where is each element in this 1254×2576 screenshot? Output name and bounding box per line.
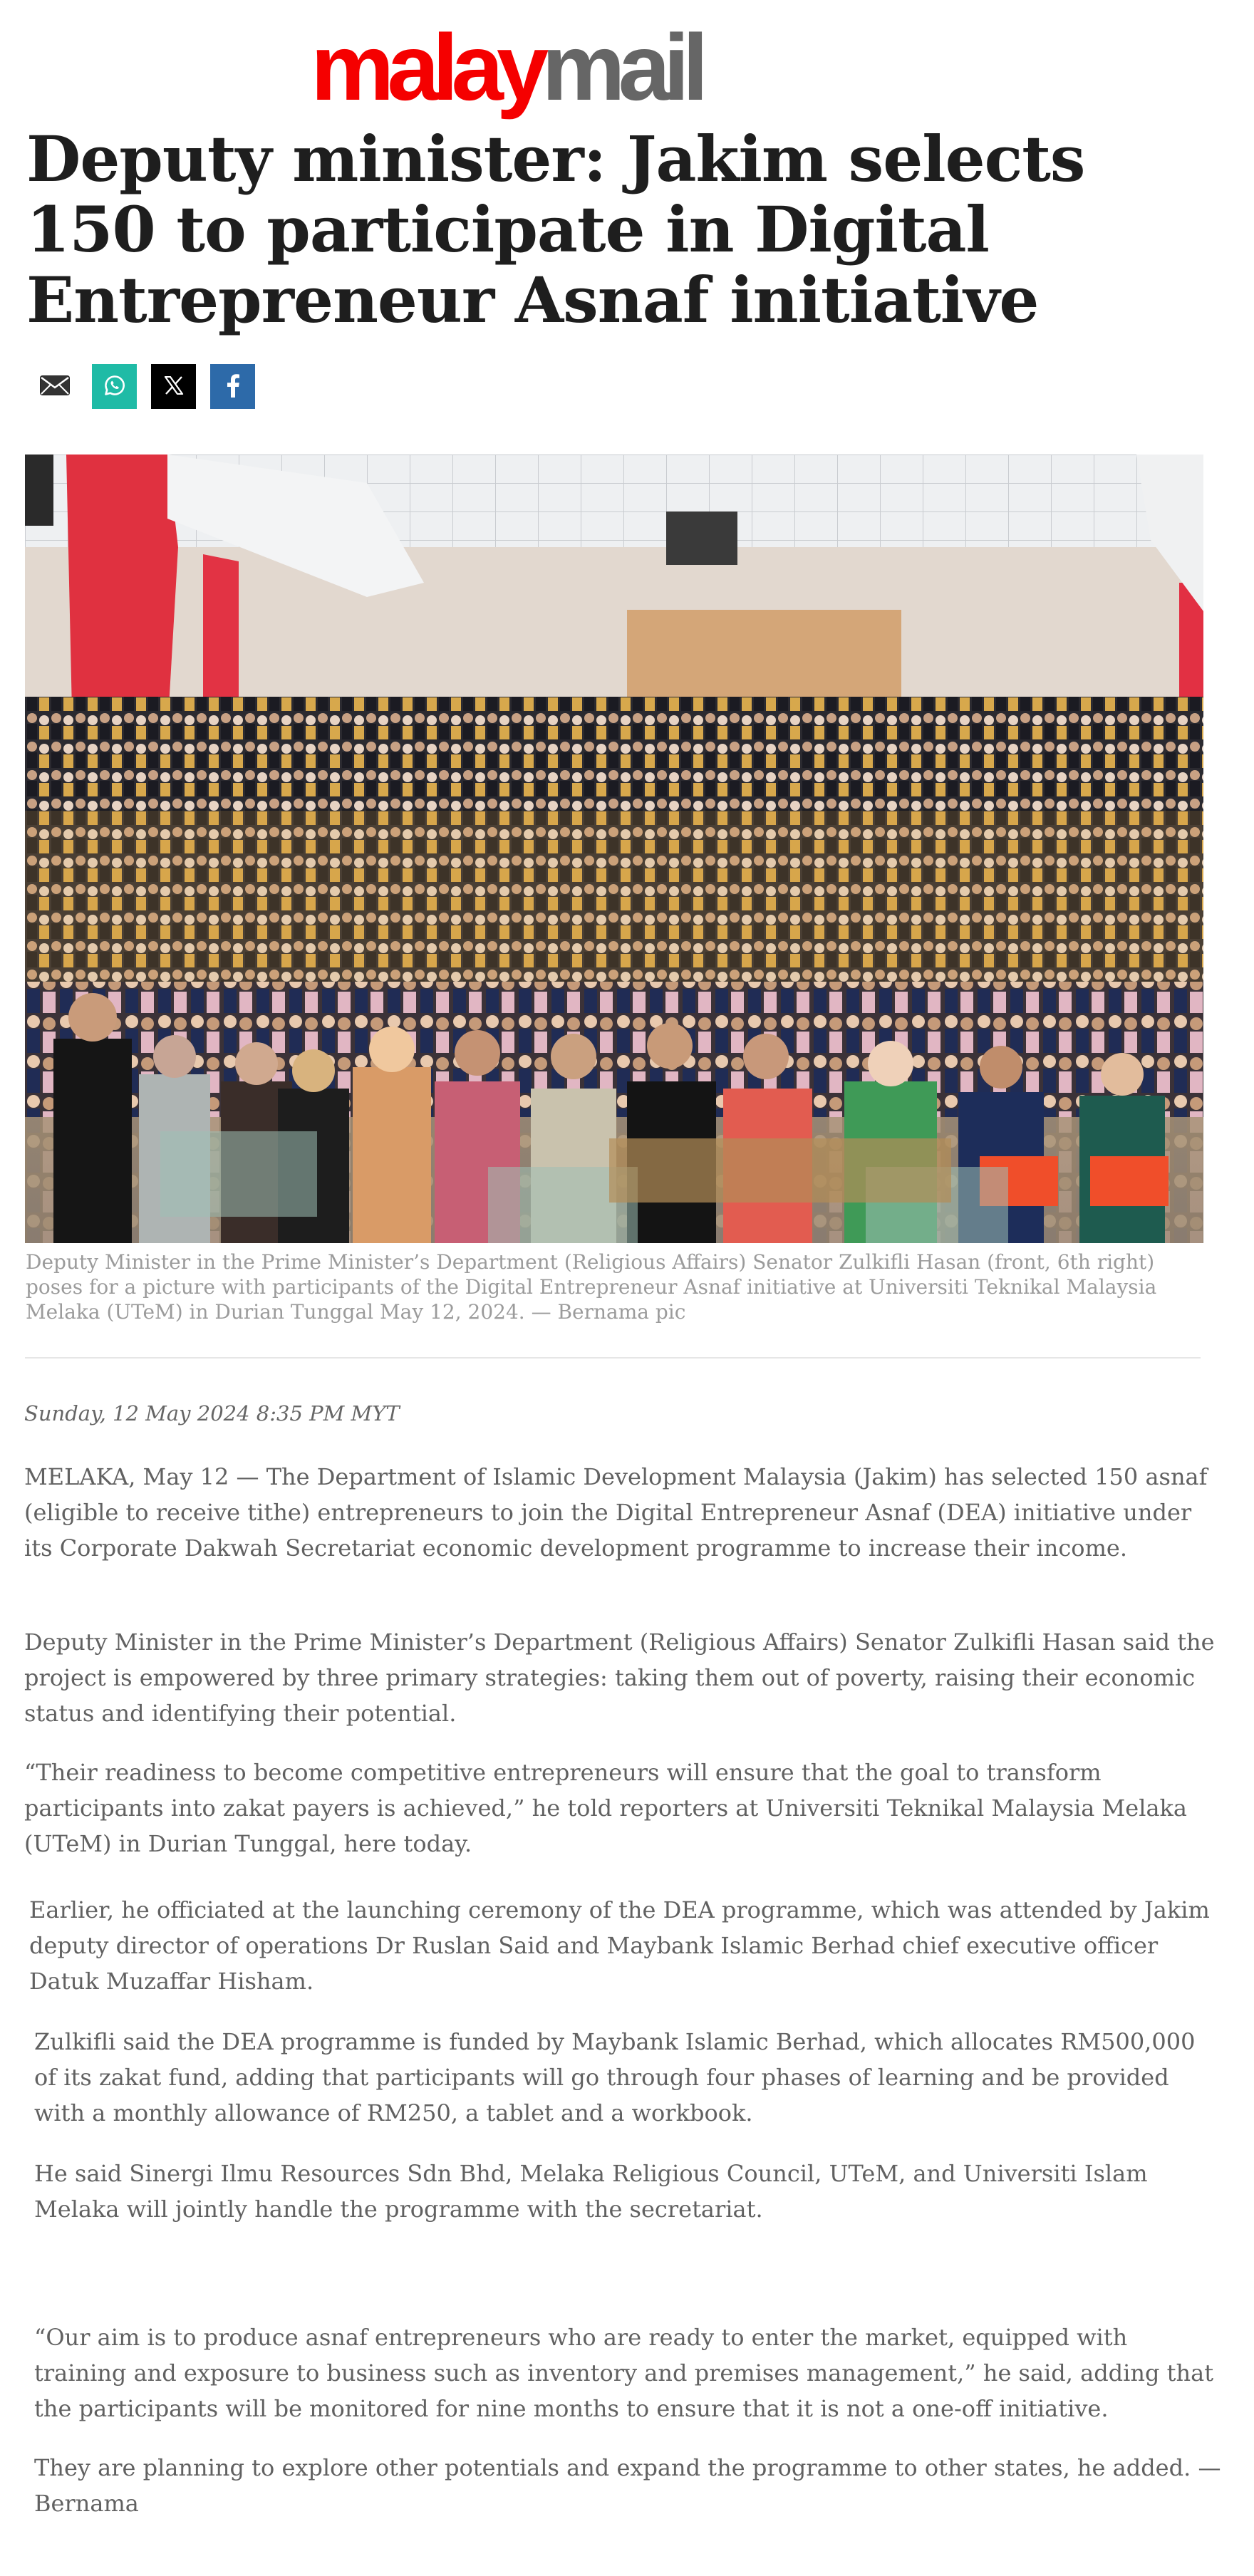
body-paragraph: Zulkifli said the DEA programme is funded by Maybank Islamic Berhad, which allocates RM500,000 of its zakat fund, adding that participants will go through four phases of learning and be provided with a monthly allowance of RM250, a tablet and a workbook. — [34, 2028, 1196, 2126]
share-x-button[interactable] — [151, 364, 196, 409]
body-paragraph: “Their readiness to become competitive entrepreneurs will ensure that the goal to transform participants into zakat payers is achieved,” he told reporters at Universiti Teknikal Malaysia Melaka (UTeM) in Durian Tunggal, here today. — [24, 1759, 1187, 1857]
share-bar — [28, 364, 269, 409]
caption-divider — [25, 1357, 1201, 1359]
body-paragraph: “Our aim is to produce asnaf entrepreneurs who are ready to enter the market, equipped with training and exposure to business such as inventory and premises management,” he said, adding that the participants will be monitored for nine months to ensure that it is not a one-off initiative. — [34, 2324, 1214, 2422]
logo-text-mail: mail — [542, 15, 702, 120]
body-paragraph: He said Sinergi Ilmu Resources Sdn Bhd, Melaka Religious Council, UTeM, and Universiti Islam Melaka will jointly handle the programme with the secretariat. — [34, 2160, 1148, 2223]
body-paragraph: MELAKA, May 12 — The Department of Islamic Development Malaysia (Jakim) has selected 150 asnaf (eligible to receive tithe) entrepreneurs to join the Digital Entrepreneur Asnaf (DEA) initiative under its Corporate Dakwah Secretariat economic development programme to increase their income. — [24, 1463, 1208, 1562]
x-icon — [164, 376, 184, 398]
article-photo — [25, 455, 1203, 1243]
share-email-button[interactable] — [28, 364, 81, 409]
share-facebook-button[interactable] — [210, 364, 255, 409]
body-paragraph: They are planning to explore other potentials and expand the programme to other states, he added. — Bernama — [34, 2454, 1221, 2517]
whatsapp-icon — [103, 373, 127, 400]
malaymail-logo[interactable] — [311, 15, 702, 120]
logo-text-malay: malay — [311, 15, 542, 120]
facebook-icon — [226, 373, 240, 400]
body-paragraph: Earlier, he officiated at the launching ceremony of the DEA programme, which was attended by Jakim deputy director of operations Dr Ruslan Said and Maybank Islamic Berhad chief executive officer Datuk Muzaffar Hisham. — [29, 1896, 1210, 1995]
mail-icon — [39, 375, 71, 399]
article-headline: Deputy minister: Jakim selects 150 to participate in Digital Entrepreneur Asnaf initiative — [26, 122, 1085, 337]
article-dateline: Sunday, 12 May 2024 8:35 PM MYT — [24, 1401, 400, 1425]
photo-caption: Deputy Minister in the Prime Minister’s Department (Religious Affairs) Senator Zulkifli Hasan (front, 6th right) poses for a picture with participants of the Digital Entrepreneur Asnaf initiative at Universiti Teknikal Malaysia Melaka (UTeM) in Durian Tunggal May 12, 2024. — Bernama pic — [26, 1250, 1157, 1324]
share-whatsapp-button[interactable] — [92, 364, 137, 409]
body-paragraph: Deputy Minister in the Prime Minister’s Department (Religious Affairs) Senator Zulkifli Hasan said the project is empowered by three primary strategies: taking them out of poverty, raising their economic status and identifying their potential. — [24, 1629, 1215, 1727]
